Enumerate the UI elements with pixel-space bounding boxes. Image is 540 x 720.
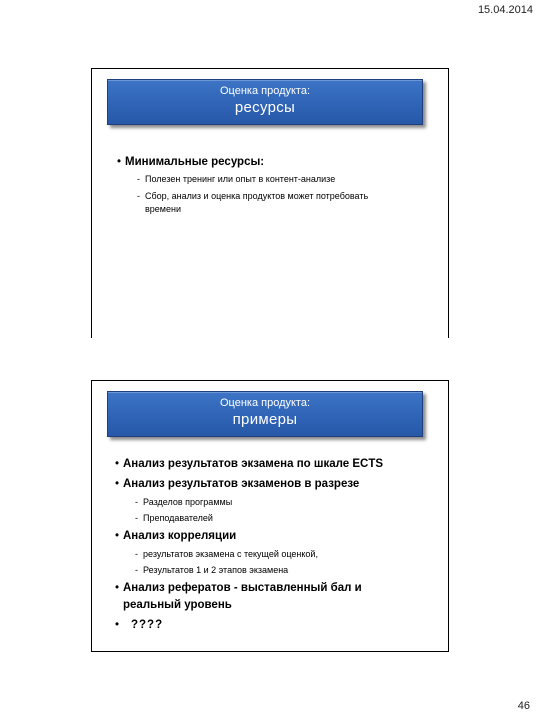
page-date: 15.04.2014 — [477, 4, 533, 16]
bullet-text: Минимальные ресурсы: — [125, 156, 265, 168]
banner-title: ресурсы — [234, 99, 296, 116]
bullet-dot-icon: • — [115, 619, 121, 631]
slide-content — [117, 154, 439, 216]
dash-icon: - — [137, 191, 140, 201]
bullet-text: Анализ результатов экзамена по шкале ECTS — [123, 458, 384, 470]
slide-border-bottom — [91, 651, 449, 652]
slide-content — [115, 456, 439, 634]
slide-title-banner — [107, 79, 423, 125]
bullet-item — [115, 476, 439, 493]
dash-icon: - — [135, 565, 138, 575]
dash-icon: - — [135, 513, 138, 523]
sub-bullet-text: Сбор, анализ и оценка продуктов может потребовать времени — [145, 191, 369, 214]
slide-border-top — [91, 68, 449, 69]
sub-bullet-item — [115, 564, 439, 577]
dash-icon: - — [135, 549, 138, 559]
sub-bullet-item — [117, 173, 439, 186]
sub-bullet-text: Преподавателей — [143, 513, 213, 523]
slide-border-top — [91, 380, 449, 381]
sub-bullet-item — [117, 190, 439, 216]
sub-bullet-item — [115, 496, 439, 509]
sub-bullet-text: результатов экзамена с текущей оценкой, — [143, 549, 318, 559]
bullet-dot-icon: • — [115, 478, 120, 490]
bullet-text: Анализ результатов экзаменов в разрезе — [123, 478, 360, 490]
slide-title-banner — [107, 391, 423, 437]
banner-subtitle: Оценка продукта: — [219, 397, 311, 409]
dash-icon: - — [137, 174, 140, 184]
bullet-text: ???? — [131, 619, 164, 631]
sub-bullet-text: Разделов программы — [143, 497, 233, 507]
sub-bullet-item — [115, 512, 439, 525]
slide-examples — [91, 380, 449, 652]
dash-icon: - — [135, 497, 138, 507]
slide-resources — [91, 68, 449, 338]
bullet-item — [91, 580, 439, 614]
sub-bullet-item — [115, 548, 439, 561]
slide-border-right — [448, 380, 449, 652]
sub-bullet-text: Результатов 1 и 2 этапов экзамена — [143, 565, 289, 575]
bullet-dot-icon: • — [115, 582, 120, 594]
bullet-text: Анализ рефератов - выставленный бал и реальный уровень — [123, 582, 362, 611]
bullet-dot-icon: • — [115, 530, 120, 542]
bullet-item — [115, 528, 439, 545]
sub-bullet-text: Полезен тренинг или опыт в контент-анализе — [145, 174, 336, 184]
bullet-item — [115, 617, 439, 634]
page-number: 46 — [517, 700, 530, 712]
banner-title: примеры — [232, 411, 298, 428]
bullet-item — [115, 456, 439, 473]
bullet-text: Анализ корреляции — [123, 530, 237, 542]
bullet-dot-icon: • — [117, 156, 122, 168]
bullet-item — [117, 154, 439, 171]
slide-border-right — [448, 68, 449, 338]
bullet-dot-icon: • — [115, 458, 120, 470]
slide-border-left — [91, 68, 92, 338]
banner-subtitle: Оценка продукта: — [219, 85, 311, 97]
